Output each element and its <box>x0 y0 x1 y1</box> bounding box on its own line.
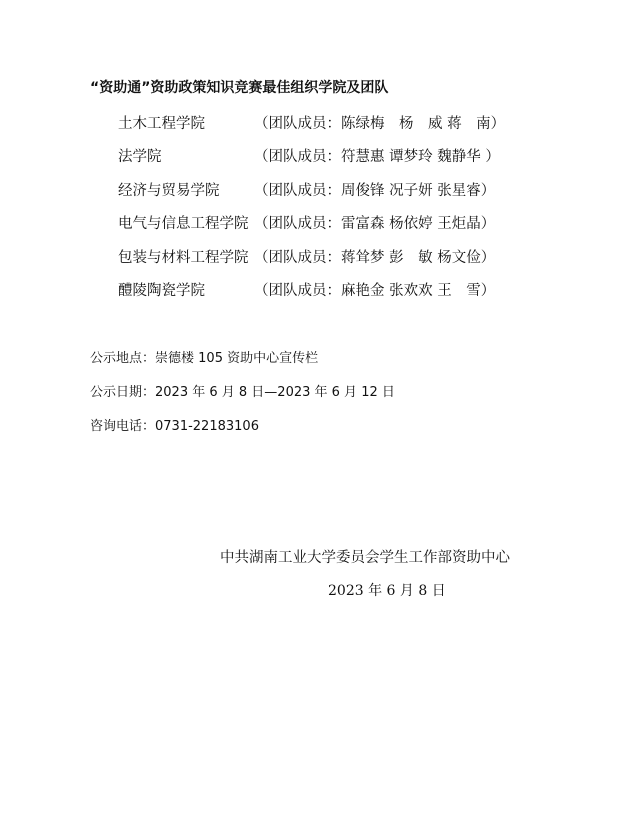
document-heading: “资助通”资助政策知识竞赛最佳组织学院及团队 <box>90 80 389 96</box>
notice-location-label: 公示地点： <box>90 351 156 366</box>
notice-location <box>90 347 318 366</box>
team-members: （团队成员：陈绿梅 杨 威 蒋 南） <box>254 116 506 132</box>
team-row <box>118 279 538 312</box>
issuer-name: 中共湖南工业大学委员会学生工作部资助中心 <box>220 550 510 566</box>
college-name: 法学院 <box>118 149 162 166</box>
team-row <box>118 212 538 245</box>
team-members: （团队成员：符慧惠 谭梦玲 魏静华 ） <box>254 149 500 166</box>
team-row <box>118 112 538 145</box>
team-row <box>118 145 538 178</box>
team-row <box>118 246 538 279</box>
college-name: 电气与信息工程学院 <box>118 216 249 233</box>
notice-date <box>90 381 395 400</box>
team-members: （团队成员：蒋耸梦 彭 敏 杨文俭） <box>254 249 496 266</box>
college-name: 经济与贸易学院 <box>118 182 220 199</box>
notice-date-label: 公示日期： <box>90 385 156 400</box>
notice-phone <box>90 415 259 434</box>
college-name: 包装与材料工程学院 <box>118 249 249 266</box>
team-members: （团队成员：雷富森 杨依婷 王炬晶） <box>254 216 496 233</box>
team-members: （团队成员：麻艳金 张欢欢 王 雪） <box>254 282 496 299</box>
team-row <box>118 179 538 212</box>
college-name: 土木工程学院 <box>118 116 205 132</box>
issue-date: 2023 年 6 月 8 日 <box>328 583 446 599</box>
college-name: 醴陵陶瓷学院 <box>118 282 205 299</box>
notice-phone-value: 0731-22183106 <box>155 419 259 434</box>
team-list <box>118 112 538 312</box>
notice-location-value: 崇德楼 105 资助中心宣传栏 <box>155 351 319 366</box>
team-members: （团队成员：周俊锋 况子妍 张星睿） <box>254 182 496 199</box>
notice-phone-label: 咨询电话： <box>90 419 156 434</box>
notice-date-value: 2023 年 6 月 8 日—2023 年 6 月 12 日 <box>155 385 395 400</box>
